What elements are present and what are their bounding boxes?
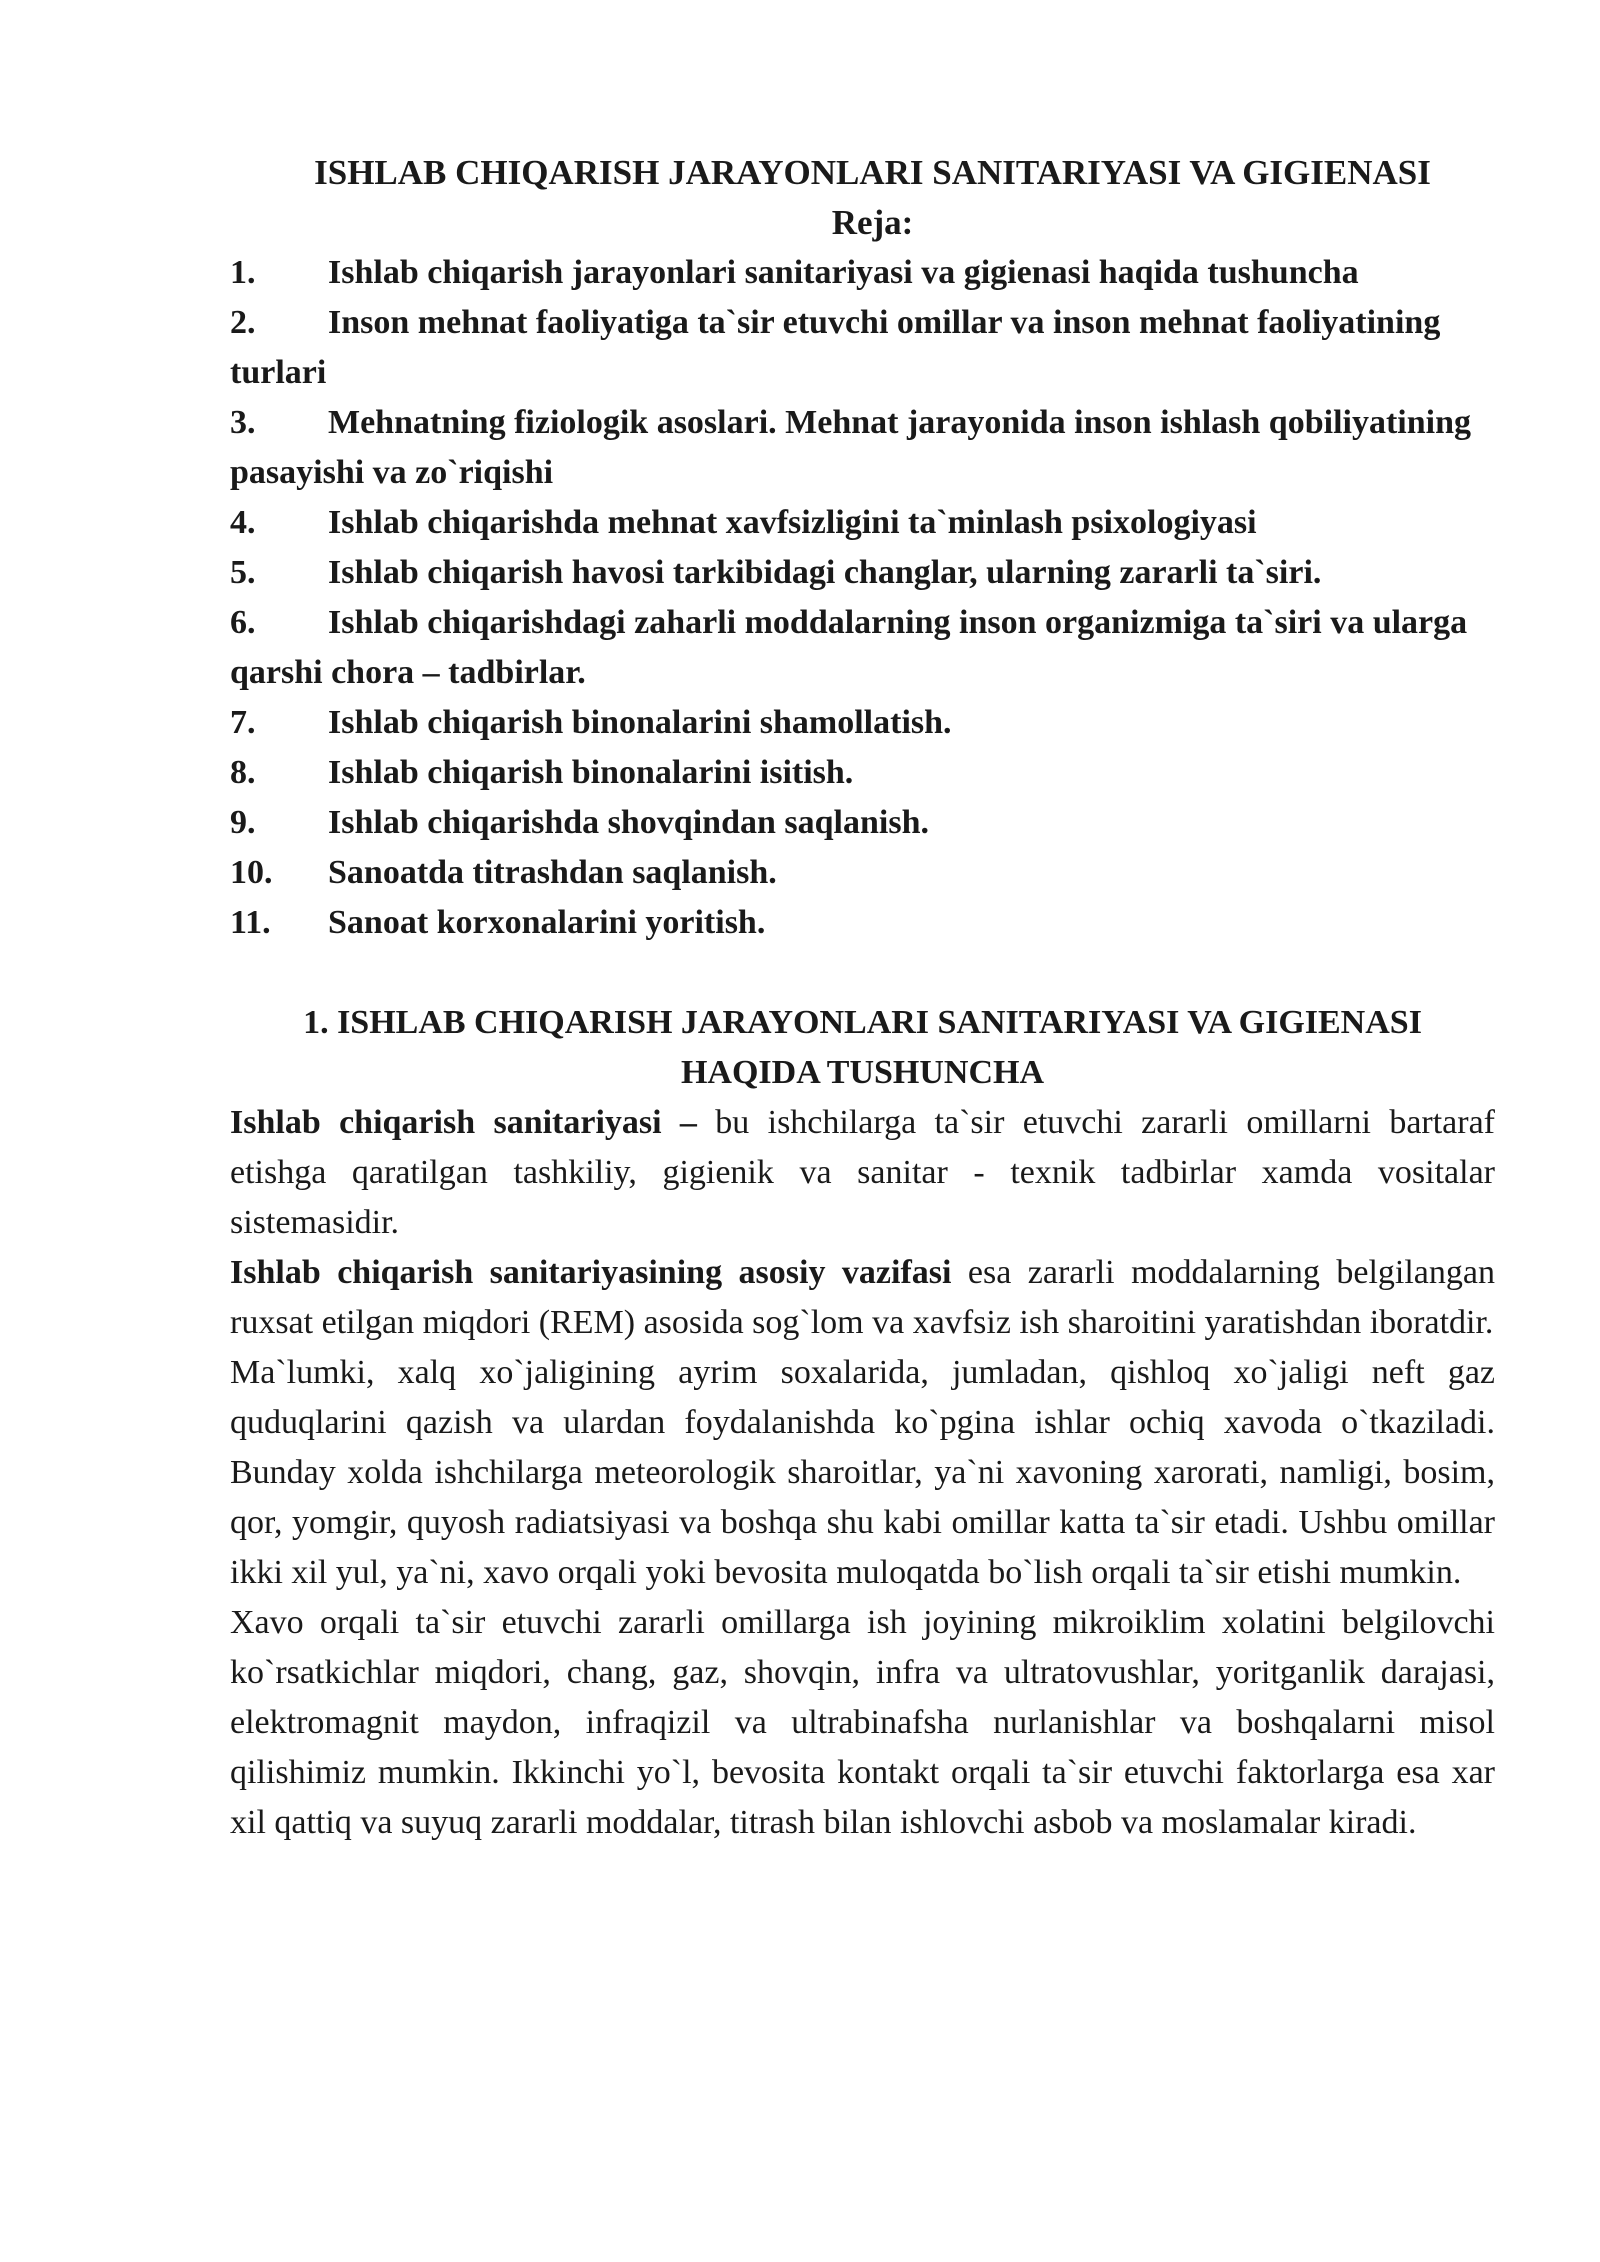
plan-item [230,748,1495,798]
plan-item-text: Sanoatda titrashdan saqlanish. [328,854,777,891]
section-title [230,998,1495,1098]
plan-item [230,398,1495,498]
plan-item [230,798,1495,848]
plan-item-text: Ishlab chiqarish jarayonlari sanitariyasi va gigienasi haqida tushuncha [328,254,1359,291]
plan-item [230,498,1495,548]
plan-item-number: 3. [230,404,256,441]
plan-item [230,898,1495,948]
paragraph-text: bu ishchilarga ta`sir etuvchi zararli omillarni bartaraf etishga qaratilgan tashkiliy, gigienik va sanitar - texnik tadbirlar xamda vositalar sistemasidir. [230,1104,1496,1241]
plan-heading: Reja: [831,203,914,242]
plan-item-number: 1. [230,254,256,291]
plan-item-number: 6. [230,604,256,641]
plan-item-text: Ishlab chiqarish binonalarini isitish. [328,754,854,791]
plan-item [230,598,1495,698]
term-bold: Ishlab chiqarish sanitariyasining asosiy vazifasi [230,1254,952,1291]
plan-item [230,848,1495,898]
plan-item [230,248,1495,298]
plan-item-text: Ishlab chiqarishdagi zaharli moddalarning inson organizmiga ta`siri va ularga qarshi chora – tadbirlar. [230,604,1468,691]
plan-item-number: 4. [230,504,256,541]
paragraph-task [230,1248,1495,1348]
plan-item-number: 5. [230,554,256,591]
plan-item-number: 8. [230,754,256,791]
paragraph-body: Ma`lumki, xalq xo`jaligining ayrim soxalarida, jumladan, qishloq xo`jaligi neft gaz quduqlarini qazish va ulardan foydalanishda ko`pgina ishlar ochiq xavoda o`tkaziladi. Bunday xolda ishchilarga meteorologik sharoitlar, ya`ni xavoning xarorati, namligi, bosim, qor, yomgir, quyosh radiatsiyasi va boshqa shu kabi omillar katta ta`sir etadi. Ushbu omillar ikki xil yul, ya`ni, xavo orqali yoki bevosita muloqatda bo`lish orqali ta`sir etishi mumkin. [230,1354,1495,1591]
plan-item-number: 9. [230,804,256,841]
paragraph-text: esa zararli moddalarning belgilangan ruxsat etilgan miqdori (REM) asosida sog`lom va xavfsiz ish sharoitini yaratishdan iboratdir. [230,1254,1495,1341]
plan-item-number: 7. [230,704,256,741]
plan-item-text: Ishlab chiqarishda mehnat xavfsizligini ta`minlash psixologiyasi [328,504,1257,541]
plan-item-number: 2. [230,304,256,341]
plan-item-text: Sanoat korxonalarini yoritish. [328,904,766,941]
term-bold: Ishlab chiqarish sanitariyasi – [230,1104,697,1141]
plan-item-number: 10. [230,854,273,891]
plan-item-text: Ishlab chiqarish binonalarini shamollatish. [328,704,952,741]
section-spacer [230,948,1495,998]
plan-item [230,548,1495,598]
plan-item [230,698,1495,748]
plan-item-text: Inson mehnat faoliyatiga ta`sir etuvchi omillar va inson mehnat faoliyatining turlari [230,304,1441,391]
paragraph-definition [230,1098,1495,1248]
paragraph-body: Xavo orqali ta`sir etuvchi zararli omillarga ish joyining mikroiklim xolatini belgilovchi ko`rsatkichlar miqdori, chang, gaz, shovqin, infra va ultratovushlar, yoritganlik darajasi, elektromagnit maydon, infraqizil va ultrabinafsha nurlanishlar va boshqalarni misol qilishimiz mumkin. Ikkinchi yo`l, bevosita kontakt orqali ta`sir etuvchi faktorlarga esa xar xil qattiq va suyuq zararli moddalar, titrash bilan ishlovchi asbob va moslamalar kiradi. [230,1604,1495,1841]
section-title-line2: HAQIDA TUSHUNCHA [680,1054,1045,1091]
document-title: ISHLAB CHIQARISH JARAYONLARI SANITARIYASI VA GIGIENASI [314,153,1431,192]
section-title-line1: 1. ISHLAB CHIQARISH JARAYONLARI SANITARIYASI VA GIGIENASI [303,1004,1422,1041]
plan-item-text: Mehnatning fiziologik asoslari. Mehnat jarayonida inson ishlash qobiliyatining pasayishi va zo`riqishi [230,404,1472,491]
plan-list [230,248,1495,948]
plan-item [230,298,1495,398]
plan-item-number: 11. [230,904,271,941]
plan-item-text: Ishlab chiqarish havosi tarkibidagi changlar, ularning zararli ta`siri. [328,554,1322,591]
plan-item-text: Ishlab chiqarishda shovqindan saqlanish. [328,804,929,841]
document-page [230,148,1495,1848]
